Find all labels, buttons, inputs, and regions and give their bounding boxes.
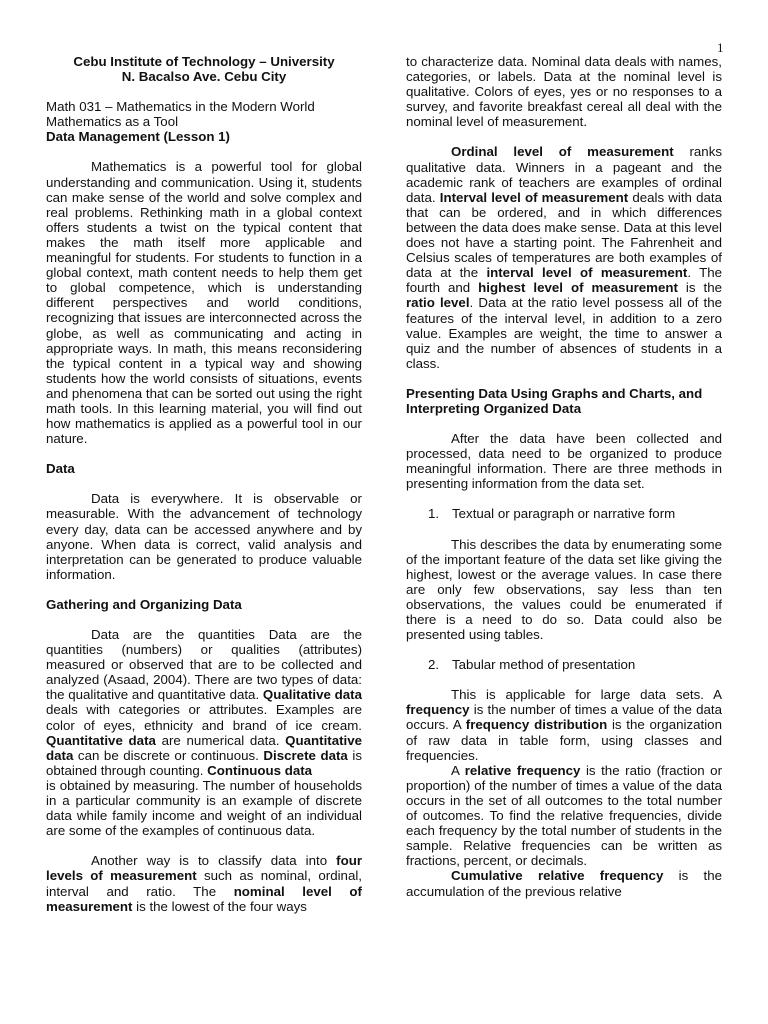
presenting-paragraph: After the data have been collected and processed, data need to be organized to produce meaningful information. There are three methods in presenting information from the data set. <box>406 431 722 492</box>
measurement-levels-paragraph: Ordinal level of measurement ranks qualitative data. Winners in a pageant and the academic rank of teachers are examples of ordinal data. Interval level of measurement deals with data that can be ordered, and in which differences between the data does make sense. Data at this level does not have a starting point. The Fahrenheit and Celsius scales of temperatures are both examples of data at the interval level of measurement. The fourth and highest level of measurement is the ratio level. Data at the ratio level possess all of the features of the interval level, in addition to a zero value. Examples are weight, the time to answer a quiz and the number of absences of students in a class. <box>406 144 723 371</box>
nominal-continuation: to characterize data. Nominal data deals with names, categories, or labels. Data at the nominal level is qualitative. Colors of eyes, yes or no responses to a survey, and favorite breakfast cereal all deal with the nominal level of measurement. <box>406 54 722 130</box>
relative-frequency-paragraph: A relative frequency is the ratio (fraction or proportion) of the number of times a value of the data occurs in the set of all outcomes to the total number of outcomes. To find the relative frequencies, divide each frequency by the total number of students in the sample. Relative frequencies can be written as fractions, percent, or decimals. <box>406 762 722 869</box>
tabular-paragraph: This is applicable for large data sets. A frequency is the number of times a value of the data occurs. A frequency distribution is the organization of raw data in table form, using classes and frequencies. <box>406 687 722 763</box>
cumulative-frequency-paragraph: Cumulative relative frequency is the accumulation of the previous relative <box>406 868 722 899</box>
left-column <box>46 54 362 914</box>
list-item-tabular: 2. Tabular method of presentation <box>428 657 636 673</box>
topic-title: Mathematics as a Tool <box>46 114 179 130</box>
gathering-paragraph: Data are the quantities Data are the quantities (numbers) or qualities (attributes) measured or observed that are to be collected and analyzed (Asaad, 2004). There are two types of data: the qualitative and quantitative data. Qualitative data deals with categories or attributes. Examples are color of eyes, ethnicity and brand of ice cream. Quantitative data are numerical data. Quantitative data can be discrete or continuous. Discrete data is obtained through counting. Continuous data is obtained by measuring. The number of households in a particular community is an example of discrete data while family income and weight of an individual are some of the examples of continuous data. <box>46 627 362 839</box>
intro-paragraph: Mathematics is a powerful tool for global understanding and communication. Using it, students can make sense of the world and solve complex and real problems. Rethinking math in a global context offers students a twist on the typical content that makes the math itself more applicable and meaningful for students. For students to function in a global context, math content needs to help them get to global competence, which is understanding different perspectives and world conditions, recognizing that issues are interconnected across the globe, as well as communicating and acting in appropriate ways. In math, this means reconsidering the typical content in a typical way and showing students how the world consists of situations, events and phenomena that can be sorted out using the right math tools. In this learning material, you will find out how mathematics is applied as a powerful tool in our nature. <box>46 159 362 447</box>
data-heading: Data <box>46 461 75 477</box>
right-column <box>406 54 722 899</box>
lesson-title: Data Management (Lesson 1) <box>46 129 230 145</box>
levels-paragraph: Another way is to classify data into four levels of measurement such as nominal, ordinal, interval and ratio. The nominal level of measurement is the lowest of the four ways <box>46 853 362 914</box>
institution-name: Cebu Institute of Technology – University <box>73 54 335 69</box>
textual-paragraph: This describes the data by enumerating some of the important feature of the data set like giving the highest, lowest or the average values. In case there are only few observations, say less than ten observations, the values could be enumerated if there is a need to do so. Data could also be presented using tables. <box>406 536 722 643</box>
page-number: 1 <box>717 40 724 55</box>
institution-address: N. Bacalso Ave. Cebu City <box>121 69 287 85</box>
data-paragraph: Data is everywhere. It is observable or measurable. With the advancement of technology every day, data can be accessed anywhere and by anyone. When data is correct, valid analysis and interpretation can be generated to produce valuable information. <box>46 491 362 582</box>
list-item-textual: 1. Textual or paragraph or narrative form <box>428 506 676 522</box>
presenting-heading: Presenting Data Using Graphs and Charts, and Interpreting Organized Data <box>406 385 703 416</box>
course-title: Math 031 – Mathematics in the Modern World <box>46 99 315 115</box>
gathering-heading: Gathering and Organizing Data <box>46 596 242 612</box>
